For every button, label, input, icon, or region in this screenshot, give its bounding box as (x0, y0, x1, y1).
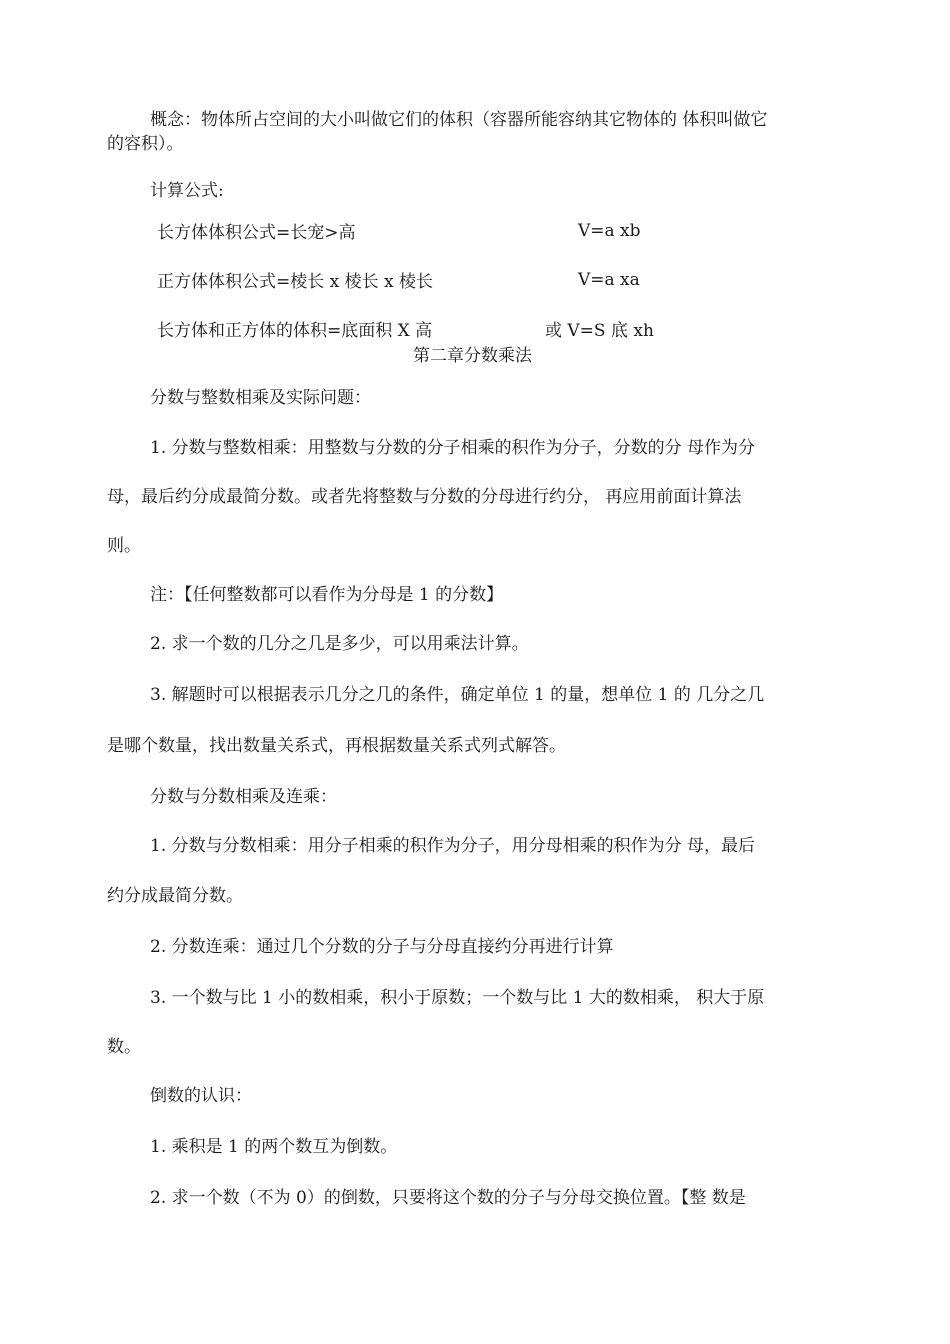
formula-heading: 计算公式: (150, 181, 224, 201)
section-heading-reciprocal: 倒数的认识： (150, 1086, 252, 1106)
concept-line-1: 概念：物体所占空间的大小叫做它们的体积（容器所能容纳其它物体的 体积叫做它 (150, 110, 768, 130)
concept-line-2: 的容积）。 (107, 134, 184, 154)
ff-rule-1-line-2: 约分成最简分数。 (107, 886, 243, 906)
cuboid-formula-text: 长方体体积公式=长宠>高 (157, 223, 356, 243)
volume-base-formula-text: 长方体和正方体的体积=底面积 X 高 (157, 321, 433, 341)
reciprocal-rule-1: 1. 乘积是 1 的两个数互为倒数。 (150, 1137, 398, 1157)
ff-rule-2-line: 2. 分数连乘：通过几个分数的分子与分母直接约分再进行计算 (150, 937, 614, 957)
ff-rule-3-line-1: 3. 一个数与比 1 小的数相乘，积小于原数；一个数与比 1 大的数相乘， 积大于原 (150, 988, 765, 1008)
cuboid-formula-symbolic: V=a xb (578, 221, 641, 241)
rule-1-line-1: 1. 分数与整数相乘：用整数与分数的分子相乘的积作为分子，分数的分 母作为分 (150, 438, 756, 458)
section-heading-fraction-fraction: 分数与分数相乘及连乘： (150, 787, 337, 807)
section-heading-fraction-integer: 分数与整数相乘及实际问题： (150, 388, 371, 408)
ff-rule-1-line-1: 1. 分数与分数相乘：用分子相乘的积作为分子，用分母相乘的积作为分 母，最后 (150, 836, 756, 856)
chapter-title: 第二章分数乘法 (413, 346, 532, 366)
volume-base-formula-symbolic: 或 V=S 底 xh (545, 321, 654, 341)
reciprocal-rule-2: 2. 求一个数（不为 0）的倒数，只要将这个数的分子与分母交换位置。【整 数是 (150, 1188, 746, 1208)
rule-1-line-3: 则。 (107, 536, 141, 556)
ff-rule-3-line-2: 数。 (107, 1037, 141, 1057)
cube-formula-symbolic: V=a xa (578, 270, 640, 290)
cube-formula-text: 正方体体积公式=棱长 x 棱长 x 棱长 (157, 272, 434, 292)
rule-1-line-2: 母，最后约分成最简分数。或者先将整数与分数的分母进行约分， 再应用前面计算法 (107, 487, 742, 507)
rule-3-line-2: 是哪个数量，找出数量关系式，再根据数量关系式列式解答。 (107, 736, 566, 756)
note-line: 注：【任何整数都可以看作为分母是 1 的分数】 (150, 585, 504, 605)
rule-3-line-1: 3. 解题时可以根据表示几分之几的条件，确定单位 1 的量，想单位 1 的 几分之几 (150, 685, 765, 705)
rule-2-line: 2. 求一个数的几分之几是多少，可以用乘法计算。 (150, 634, 529, 654)
